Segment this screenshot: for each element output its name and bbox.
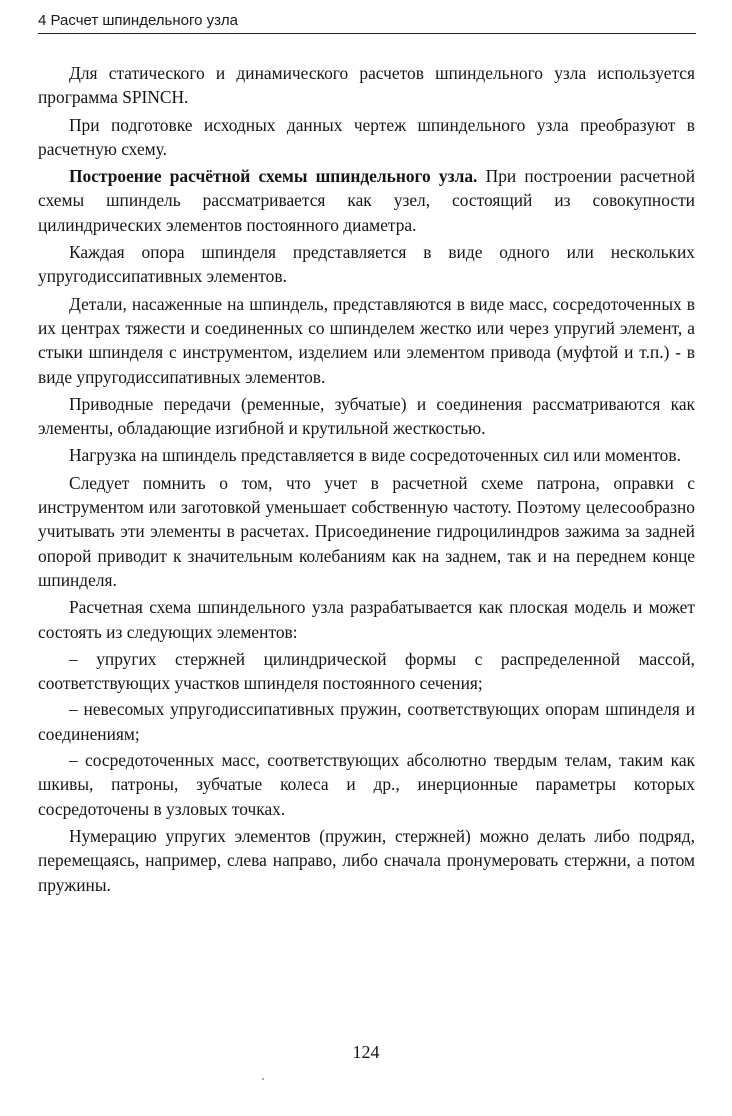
paragraph-plane-model: Расчетная схема шпиндельного узла разрабатывается как плоская модель и может состоять из следующих элементов: [38,597,695,642]
paragraph-chuck-note: Следует помнить о том, что учет в расчетной схеме патрона, оправки с инструментом или заготовкой уменьшает собственную частоту. Поэтому целесообразно учитывать эти элементы в расчетах. Присоединение гидроцилиндров зажима за задней опорой приводит к значительным колебаниям как на заднем, так и на переднем конце шпинделя. [38,472,695,590]
paragraph-numbering: Нумерацию упругих элементов (пружин, стержней) можно делать либо подряд, перемещаясь, например, слева направо, либо сначала пронумеровать стержни, а потом пружины. [38,825,695,895]
paragraph-supports: Каждая опора шпинделя представляется в виде одного или нескольких упругодиссипативных элементов. [38,242,695,287]
list-item-lumped-masses: – сосредоточенных масс, соответствующих абсолютно твердым телам, таким как шкивы, патроны, зубчатые колеса и др., инерционные параметры которых сосредоточены в узловых точках. [38,750,695,819]
paragraph-mounted-parts: Детали, насаженные на шпиндель, представляются в виде масс, сосредоточенных в их центрах тяжести и соединенных со шпинделем жестко или через упругий элемент, а стыки шпинделя с инструментом, изделием или элементом привода (муфтой и т.п.) - в виде упругодиссипативных элементов. [38,293,695,387]
running-header [38,11,696,34]
paragraph-drive-transmissions: Приводные передачи (ременные, зубчатые) и соединения рассматриваются как элементы, обладающие изгибной и крутильной жесткостью. [38,393,695,439]
scan-speck [262,1078,264,1080]
list-item-elastic-rods: – упругих стержней цилиндрической формы с распределенной массой, соответствующих участков шпинделя постоянного сечения; [38,648,695,694]
paragraph-load: Нагрузка на шпиндель представляется в виде сосредоточенных сил или моментов. [69,445,681,466]
page-number: 124 [352,1042,380,1062]
paragraph-scheme-construction: Построение расчётной схемы шпиндельного узла. При построении расчетной схемы шпиндель рассматривается как узел, состоящий из совокупности цилиндрических элементов постоянного диаметра. [38,166,695,235]
list-item-springs: – невесомых упругодиссипативных пружин, соответствующих опорам шпинделя и соединениям; [38,699,695,744]
page-body [38,61,695,900]
chapter-title: 4 Расчет шпиндельного узла [38,12,238,29]
paragraph-input-data: При подготовке исходных данных чертеж шпиндельного узла преобразуют в расчетную схему. [38,114,695,159]
section-lead-heading: Построение расчётной схемы шпиндельного узла. [69,166,478,187]
paragraph-spinch-program: Для статического и динамического расчетов шпиндельного узла используется программа SPINCH. [38,63,695,108]
